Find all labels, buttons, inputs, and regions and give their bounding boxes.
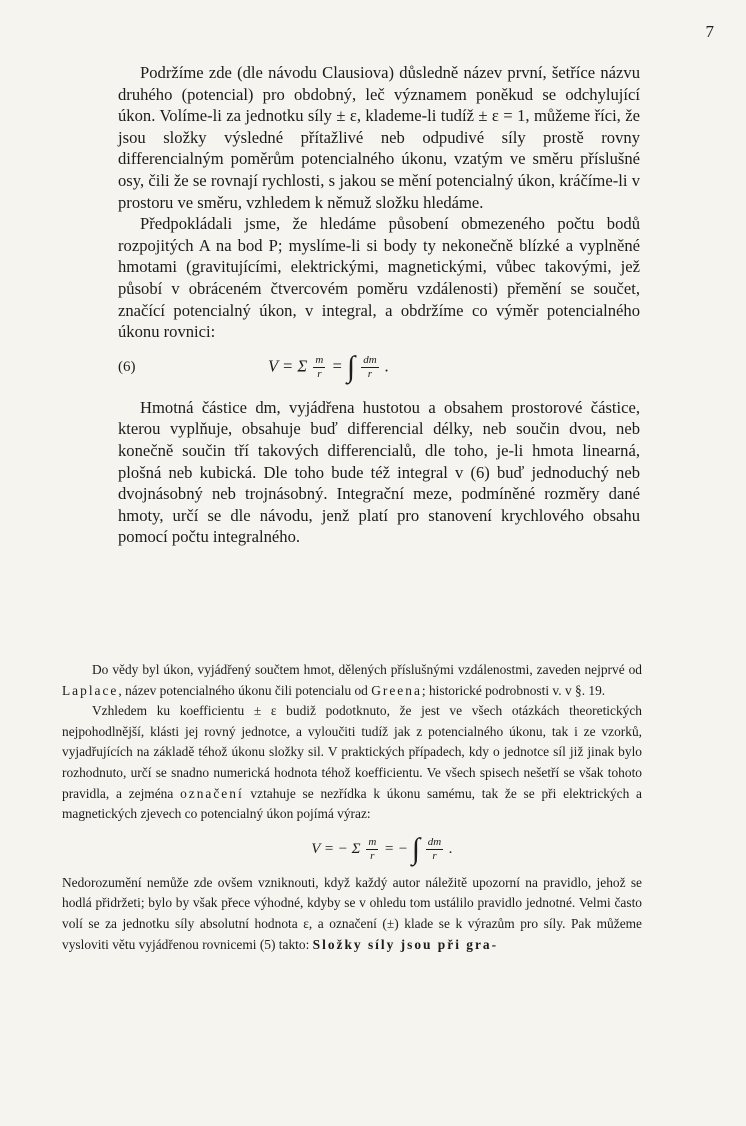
equation-number: (6) [118, 358, 136, 375]
name-green: Greena [371, 682, 422, 698]
equals-sign: = − [384, 840, 409, 857]
text: , název potencialného úkonu čili potencialu od [118, 682, 372, 698]
equation-body [268, 350, 389, 384]
equation-period: . [384, 356, 389, 376]
text: Do vědy byl úkon, vyjádřený součtem hmot, dělených příslušnými vzdálenostmi, zaveden nejprvé od [92, 662, 642, 677]
numerator: m [315, 354, 324, 367]
text: vztahuje se nezřídka k úkonu samému, tak že se při elektrických a magnetických zjevech co potencialný úkon pojímá výraz: [62, 785, 643, 822]
fraction-m-over-r [313, 354, 325, 381]
denominator: r [317, 368, 322, 381]
footnote-equation [62, 825, 642, 873]
equals-sign: = [331, 356, 343, 376]
footnote-paragraph-2 [62, 701, 642, 825]
paragraph-2: Předpokládali jsme, že hledáme působení obmezeného počtu bodů rozpojitých A na bod P; myslíme-li si body ty nekonečně blízké a vyplněné hmotami (gravitujícími, elektrickými, magnetickými, vůbec takovými, jež působí v obráceném čtvercovém poměru vzdálenosti) přemění se součet, značící potencialný úkon, v integral, a obdržíme co výměr potencialného úkonu rovnici: [118, 214, 640, 342]
footnote [62, 660, 642, 955]
integral-sign: ∫ [411, 832, 421, 866]
numerator: dm [427, 835, 442, 848]
equation-6 [118, 345, 640, 391]
denominator: r [367, 368, 373, 381]
fraction-m-over-r [366, 836, 378, 863]
integral-sign: ∫ [346, 350, 356, 384]
spaced-theorem: Složky síly jsou při gra- [312, 936, 499, 952]
paragraph-3: Hmotná částice dm, vyjádřena hustotou a obsahem prostorové částice, kterou vyplňuje, obsahuje buď differencial délky, neb součin dvou, neb konečně součin tří takových differencialů, dle toho, je-li hmota linearná, plošná neb kubická. Dle toho bude též integral v (6) buď jednoduchý neb dvojnásobný neb trojnásobný. Integrační meze, podmíněné rozměry dané hmoty, určí se dle návodu, jenž platí pro stanovení krychlového obsahu pomocí počtu integralného. [118, 397, 640, 547]
main-text [118, 62, 640, 548]
equation-lhs: V = Σ [268, 356, 308, 376]
name-laplace: Laplace [62, 682, 119, 698]
text: ; historické podrobnosti v. v §. 19. [421, 682, 606, 698]
footnote-paragraph-1 [62, 660, 642, 701]
fraction-dm-over-r [361, 354, 378, 381]
denominator: r [432, 849, 437, 862]
numerator: dm [363, 354, 377, 367]
spaced-term: označení [180, 785, 244, 801]
text: Vzhledem ku koefficientu ± ε budiž podotknuto, že jest ve všech otázkách theoretických nejpohodlnější, klásti jej rovný jednotce, a vyloučiti tudíž jak z potencialného úkonu, tak i ze vzorků, vyjadřujících na základě téhož úkonu složky sil. V praktických případech, kdy o jednotce síl již jinak bylo rozhodnuto, určí se snadno numerická hodnota téhož koefficientu. Ve všech spisech nešetří se však tohoto pravidla, a zejména [62, 703, 642, 801]
equation-period: . [448, 840, 453, 857]
denominator: r [370, 849, 375, 862]
footnote-paragraph-3 [62, 873, 642, 955]
paragraph-1: Podržíme zde (dle návodu Clausiova) důsledně název první, šetříce názvu druhého (potencial) pro obdobný, leč významem poněkud se odchylující úkon. Volíme-li za jednotku síly ± ε, klademe-li tudíž ± ε = 1, můžeme říci, že jsou složky výsledné přítažlivé neb odpudivé síly prostě rovny differencialným poměrům potencialného úkonu, vzatým ve směru příslušné osy, čili že se rovnají rychlosti, s jakou se mění potencialný úkon, kráčíme-li v prostoru ve směru, vzhledem k němuž složku hledáme. [118, 63, 640, 212]
text: Nedorozumění nemůže zde ovšem vzniknouti, když každý autor náležitě upozorní na pravidlo, jehož se hodlá přidržeti; bylo by však přece výhodné, kdyby se v ohledu tom ustálilo pravidlo jednotné. Velmi často volí se za jednotku síly absolutní hodnota ε, a označení (±) klade se k výrazům pro síly. Pak můžeme vysloviti větu vyjádřenou rovnicemi (5) takto: [62, 874, 642, 952]
equation-lhs: V = − Σ [311, 840, 361, 857]
page-number: 7 [705, 22, 714, 41]
fraction-dm-over-r [426, 836, 443, 863]
numerator: m [368, 835, 377, 848]
